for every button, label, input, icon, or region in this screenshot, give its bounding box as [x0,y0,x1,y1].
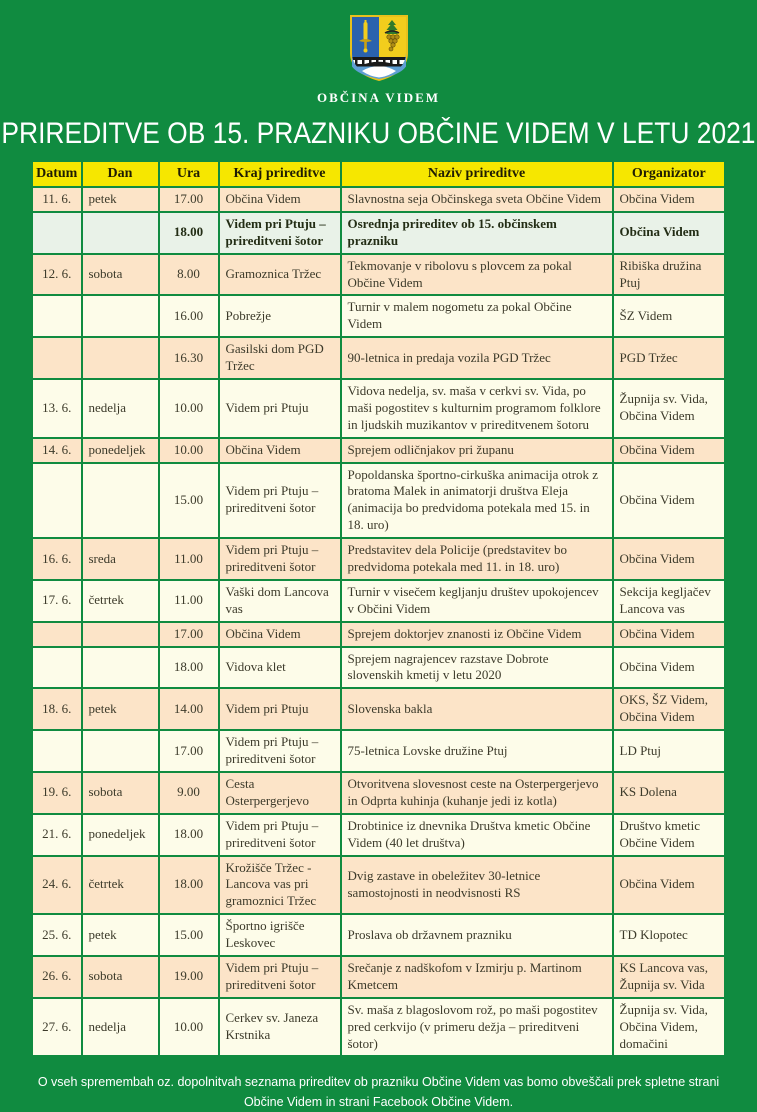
cell-ura: 14.00 [159,688,219,730]
cell-kraj: Videm pri Ptuju – prireditveni šotor [219,956,341,998]
table-row [32,337,726,379]
cell-dan: ponedeljek [82,438,159,463]
cell-naziv: Otvoritvena slovesnost ceste na Osterpergerjevo in Odprta kuhinja (kuhanje jedi iz kotla) [341,772,613,814]
cell-naziv: 75-letnica Lovske družine Ptuj [341,730,613,772]
cell-organizator: KS Dolena [613,772,726,814]
cell-kraj: Občina Videm [219,187,341,212]
cell-kraj: Videm pri Ptuju [219,379,341,438]
cell-kraj: Krožišče Tržec - Lancova vas pri gramoznici Tržec [219,856,341,915]
cell-organizator: Občina Videm [613,212,726,254]
cell-organizator: Občina Videm [613,463,726,539]
cell-ura: 15.00 [159,914,219,956]
table-header-row [32,161,726,188]
cell-datum: 14. 6. [32,438,82,463]
cell-ura: 16.30 [159,337,219,379]
cell-organizator: Občina Videm [613,856,726,915]
cell-organizator: LD Ptuj [613,730,726,772]
cell-naziv: Sprejem odličnjakov pri županu [341,438,613,463]
cell-datum [32,337,82,379]
cell-naziv: Turnir v malem nogometu za pokal Občine Videm [341,295,613,337]
cell-dan: sobota [82,772,159,814]
cell-dan [82,295,159,337]
cell-naziv: Slavnostna seja Občinskega sveta Občine Videm [341,187,613,212]
cell-ura: 9.00 [159,772,219,814]
cell-organizator: Sekcija kegljačev Lancova vas [613,580,726,622]
cell-datum [32,730,82,772]
cell-organizator: Občina Videm [613,438,726,463]
cell-ura: 10.00 [159,438,219,463]
cell-ura: 11.00 [159,538,219,580]
cell-organizator: Občina Videm [613,187,726,212]
cell-datum: 18. 6. [32,688,82,730]
crest-caption: OBČINA VIDEM [316,90,441,105]
cell-datum: 11. 6. [32,187,82,212]
column-header-organizator: Organizator [613,161,726,188]
cell-dan: četrtek [82,856,159,915]
cell-dan: petek [82,688,159,730]
cell-kraj: Videm pri Ptuju – prireditveni šotor [219,212,341,254]
footer-note: O vseh spremembah oz. dopolnitvah seznama prireditev ob prazniku Občine Videm vas bomo obveščali prek spletne strani Občine Videm in strani Facebook Občine Videm. [37,1075,720,1109]
cell-datum [32,647,82,689]
table-row [32,538,726,580]
cell-naziv: Popoldanska športno-cirkuška animacija otrok z bratoma Malek in animatorji društva Eleja (animacija bo predvidoma potekala med 15. in 18. uro) [341,463,613,539]
cell-dan: četrtek [82,580,159,622]
table-row [32,254,726,296]
cell-datum: 26. 6. [32,956,82,998]
table-row [32,688,726,730]
column-header-ura: Ura [159,161,219,188]
cell-ura: 10.00 [159,379,219,438]
cell-organizator: Društvo kmetic Občine Videm [613,814,726,856]
cell-datum: 12. 6. [32,254,82,296]
cell-ura: 8.00 [159,254,219,296]
cell-dan: ponedeljek [82,814,159,856]
cell-kraj: Cerkev sv. Janeza Krstnika [219,998,341,1057]
cell-dan [82,622,159,647]
cell-ura: 18.00 [159,814,219,856]
cell-organizator: Župnija sv. Vida, Občina Videm, domačini [613,998,726,1057]
cell-ura: 17.00 [159,622,219,647]
cell-dan: nedelja [82,379,159,438]
cell-naziv: Slovenska bakla [341,688,613,730]
cell-naziv: Srečanje z nadškofom v Izmirju p. Martinom Kmetcem [341,956,613,998]
cell-kraj: Videm pri Ptuju [219,688,341,730]
cell-kraj: Videm pri Ptuju – prireditveni šotor [219,538,341,580]
cell-datum [32,463,82,539]
table-row [32,772,726,814]
cell-organizator: TD Klopotec [613,914,726,956]
cell-ura: 15.00 [159,463,219,539]
cell-naziv: Dvig zastave in obeležitev 30-letnice samostojnosti in neodvisnosti RS [341,856,613,915]
cell-organizator: OKS, ŠZ Videm, Občina Videm [613,688,726,730]
table-row [32,998,726,1057]
cell-datum: 13. 6. [32,379,82,438]
column-header-kraj: Kraj prireditve [219,161,341,188]
cell-naziv: Sv. maša z blagoslovom rož, po maši pogostitev pred cerkvijo (v primeru dežja – prireditveni šotor) [341,998,613,1057]
table-row [32,856,726,915]
cell-datum: 25. 6. [32,914,82,956]
cell-kraj: Videm pri Ptuju – prireditveni šotor [219,730,341,772]
cell-kraj: Vaški dom Lancova vas [219,580,341,622]
cell-naziv: 90-letnica in predaja vozila PGD Tržec [341,337,613,379]
cell-dan [82,463,159,539]
cell-kraj: Vidova klet [219,647,341,689]
cell-organizator: Občina Videm [613,622,726,647]
events-table [30,159,727,1058]
table-row [32,914,726,956]
column-header-dan: Dan [82,161,159,188]
cell-datum [32,622,82,647]
cell-kraj: Občina Videm [219,438,341,463]
table-row [32,187,726,212]
cell-ura: 17.00 [159,730,219,772]
cell-ura: 18.00 [159,856,219,915]
cell-naziv: Tekmovanje v ribolovu s plovcem za pokal Občine Videm [341,254,613,296]
table-row [32,622,726,647]
cell-ura: 16.00 [159,295,219,337]
cell-organizator: KS Lancova vas, Župnija sv. Vida [613,956,726,998]
municipal-crest [317,13,440,106]
cell-naziv: Predstavitev dela Policije (predstavitev bo predvidoma potekala med 11. in 18. uro) [341,538,613,580]
table-row [32,730,726,772]
cell-kraj: Gasilski dom PGD Tržec [219,337,341,379]
cell-organizator: PGD Tržec [613,337,726,379]
cell-dan: nedelja [82,998,159,1057]
cell-kraj: Videm pri Ptuju – prireditveni šotor [219,814,341,856]
page-title: PRIREDITVE OB 15. PRAZNIKU OBČINE VIDEM V LETU 2021 [1,117,756,150]
cell-kraj: Cesta Osterpergerjevo [219,772,341,814]
cell-dan: petek [82,914,159,956]
cell-dan: sobota [82,254,159,296]
cell-naziv: Proslava ob državnem prazniku [341,914,613,956]
table-row [32,956,726,998]
cell-datum [32,212,82,254]
column-header-naziv: Naziv prireditve [341,161,613,188]
cell-dan: sobota [82,956,159,998]
cell-kraj: Športno igrišče Leskovec [219,914,341,956]
cell-datum: 21. 6. [32,814,82,856]
cell-dan [82,647,159,689]
cell-ura: 11.00 [159,580,219,622]
cell-kraj: Videm pri Ptuju – prireditveni šotor [219,463,341,539]
cell-dan [82,337,159,379]
cell-organizator: Občina Videm [613,647,726,689]
cell-datum: 19. 6. [32,772,82,814]
cell-dan [82,212,159,254]
cell-ura: 18.00 [159,212,219,254]
cell-datum: 16. 6. [32,538,82,580]
cell-organizator: ŠZ Videm [613,295,726,337]
cell-kraj: Pobrežje [219,295,341,337]
cell-datum: 24. 6. [32,856,82,915]
cell-ura: 19.00 [159,956,219,998]
cell-datum: 17. 6. [32,580,82,622]
cell-naziv: Osrednja prireditev ob 15. občinskem prazniku [341,212,613,254]
cell-organizator: Župnija sv. Vida, Občina Videm [613,379,726,438]
table-row [32,814,726,856]
cell-datum: 27. 6. [32,998,82,1057]
cell-organizator: Občina Videm [613,538,726,580]
cell-datum [32,295,82,337]
cell-naziv: Turnir v visečem kegljanju društev upokojencev v Občini Videm [341,580,613,622]
cell-dan [82,730,159,772]
cell-naziv: Vidova nedelja, sv. maša v cerkvi sv. Vida, po maši pogostitev s kulturnim programom folklore in ljudskih muzikantov v prireditvenem šotoru [341,379,613,438]
coat-of-arms-icon [348,13,410,83]
table-row [32,379,726,438]
table-row [32,647,726,689]
table-row [32,212,726,254]
cell-kraj: Občina Videm [219,622,341,647]
cell-naziv: Sprejem nagrajencev razstave Dobrote slovenskih kmetij v letu 2020 [341,647,613,689]
cell-dan: sreda [82,538,159,580]
table-row [32,438,726,463]
cell-ura: 18.00 [159,647,219,689]
cell-kraj: Gramoznica Tržec [219,254,341,296]
table-row [32,580,726,622]
cell-organizator: Ribiška družina Ptuj [613,254,726,296]
events-table-body [32,187,726,1057]
table-row [32,295,726,337]
table-row [32,463,726,539]
cell-naziv: Sprejem doktorjev znanosti iz Občine Videm [341,622,613,647]
cell-naziv: Drobtinice iz dnevnika Društva kmetic Občine Videm (40 let društva) [341,814,613,856]
column-header-datum: Datum [32,161,82,188]
cell-dan: petek [82,187,159,212]
cell-ura: 17.00 [159,187,219,212]
cell-ura: 10.00 [159,998,219,1057]
